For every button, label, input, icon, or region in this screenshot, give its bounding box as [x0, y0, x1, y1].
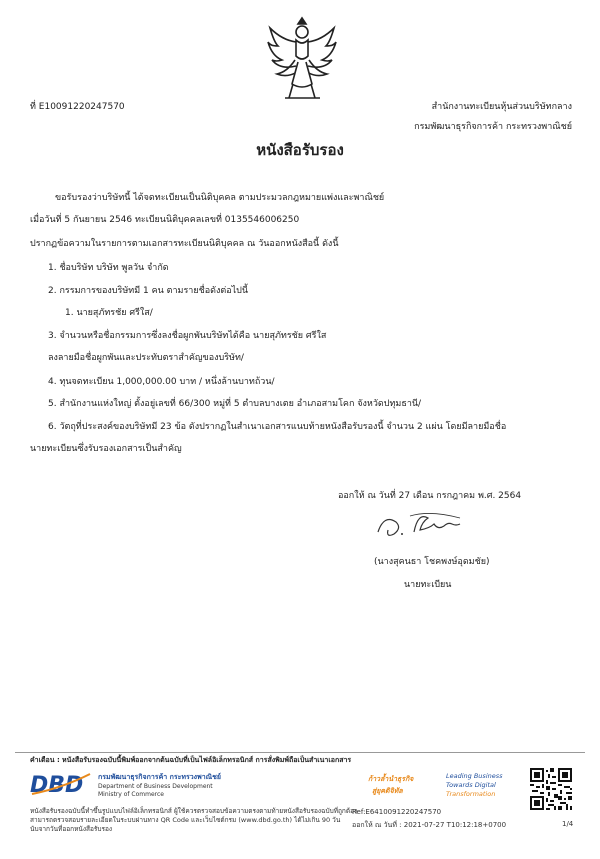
dept-thai: กรมพัฒนาธุรกิจการค้า กระทรวงพาณิชย์ [98, 773, 221, 781]
item-5: 5. สำนักงานแห่งใหญ่ ตั้งอยู่เลขที่ 66/300 หมู่ที่ 5 ตำบลบางเตย อำเภอสามโคก จังหวัดปทุมธานี/ [48, 399, 422, 409]
garuda-emblem-icon [265, 12, 340, 112]
item-3: 3. จำนวนหรือชื่อกรรมการซึ่งลงชื่อผูกพันบริษัทได้คือ นายสุภัทรชัย ศรีใส [48, 331, 327, 341]
page-title: หนังสือรับรอง [256, 141, 344, 159]
dbd-logo-icon [30, 770, 92, 796]
slogan-en-3: Transformation [446, 790, 496, 798]
slogan-en-2: Towards Digital [446, 781, 496, 789]
intro-line-1: ขอรับรองว่าบริษัทนี้ ได้จดทะเบียนเป็นนิติบุคคล ตามประมวลกฎหมายแพ่งและพาณิชย์ [55, 193, 385, 203]
item-2-director: 1. นายสุภัทรชัย ศรีใส/ [65, 308, 153, 318]
doc-number: ที่ E10091220247570 [30, 102, 125, 112]
item-1: 1. ชื่อบริษัท บริษัท พูลวัน จำกัด [48, 263, 169, 273]
item-6-cont: นายทะเบียนซึ่งรับรองเอกสารเป็นสำคัญ [30, 444, 182, 454]
office-line-2: กรมพัฒนาธุรกิจการค้า กระทรวงพาณิชย์ [414, 122, 572, 132]
footer-divider [15, 752, 585, 753]
footer-note-2: สามารถตรวจสอบรายละเอียดในระบบผ่านทาง QR Code และเว็บไซต์กรม (www.dbd.go.th) ได้ไม่เกิน 90 วัน [30, 816, 341, 824]
registrar-position: นายทะเบียน [404, 580, 452, 590]
issued-timestamp: ออกให้ ณ วันที่ : 2021-07-27 T10:12:18+0700 [352, 821, 507, 829]
dept-en-2: Ministry of Commerce [98, 791, 164, 798]
page-number: 1/4 [562, 820, 574, 828]
item-2: 2. กรรมการของบริษัทมี 1 คน ตามรายชื่อดังต่อไปนี้ [48, 286, 248, 296]
footer-note-3: นับจากวันที่ออกหนังสือรับรอง [30, 825, 113, 833]
issue-date: ออกให้ ณ วันที่ 27 เดือน กรกฎาคม พ.ศ. 2564 [338, 491, 522, 501]
warning-text: หนังสือรับรองฉบับนี้พิมพ์ออกจากต้นฉบับที่เป็นไฟล์อิเล็กทรอนิกส์ การสั่งพิมพ์ถือเป็นสำเนาเอกสาร [62, 756, 352, 764]
slogan-thai-1: ก้าวล้ำนำธุรกิจ [368, 775, 414, 783]
item-4: 4. ทุนจดทะเบียน 1,000,000.00 บาท / หนึ่งล้านบาทถ้วน/ [48, 377, 275, 387]
dbd-logo-text: DBD [30, 773, 84, 796]
warning-label: คำเตือน : [30, 756, 60, 764]
item-6: 6. วัตถุที่ประสงค์ของบริษัทมี 23 ข้อ ดังปรากฏในสำเนาเอกสารแนบท้ายหนังสือรับรองนี้ จำนวน 2 แผ่น โดยมีลายมือชื่อ [48, 422, 507, 432]
item-3-cont: ลงลายมือชื่อผูกพันและประทับตราสำคัญของบริษัท/ [48, 353, 244, 363]
footer-note-1: หนังสือรับรองฉบับนี้ทำขึ้นรูปแบบไฟล์อิเล็กทรอนิกส์ ผู้ใช้ควรตรวจสอบข้อความตรงตามท้ายหนังสือรับรองฉบับที่ถูกต้อง [30, 807, 358, 815]
footer-warning [30, 755, 351, 766]
intro-line-3: ปรากฏข้อความในรายการตามเอกสารทะเบียนนิติบุคคล ณ วันออกหนังสือนี้ ดังนี้ [30, 239, 339, 249]
slogan-thai-2: สู่ยุคดิจิทัล [372, 787, 403, 795]
reference-number: Ref:E6410091220247570 [352, 808, 442, 816]
slogan-en-1: Leading Business [446, 772, 503, 780]
signature-image [370, 508, 490, 542]
office-line-1: สำนักงานทะเบียนหุ้นส่วนบริษัทกลาง [431, 102, 572, 112]
registrar-name: (นางสุคนธา โชคพงษ์อุดมชัย) [374, 557, 490, 567]
dept-en-1: Department of Business Development [98, 783, 213, 790]
qr-code-icon[interactable] [530, 768, 572, 810]
intro-line-2: เมื่อวันที่ 5 กันยายน 2546 ทะเบียนนิติบุคคลเลขที่ 0135546006250 [30, 215, 300, 225]
